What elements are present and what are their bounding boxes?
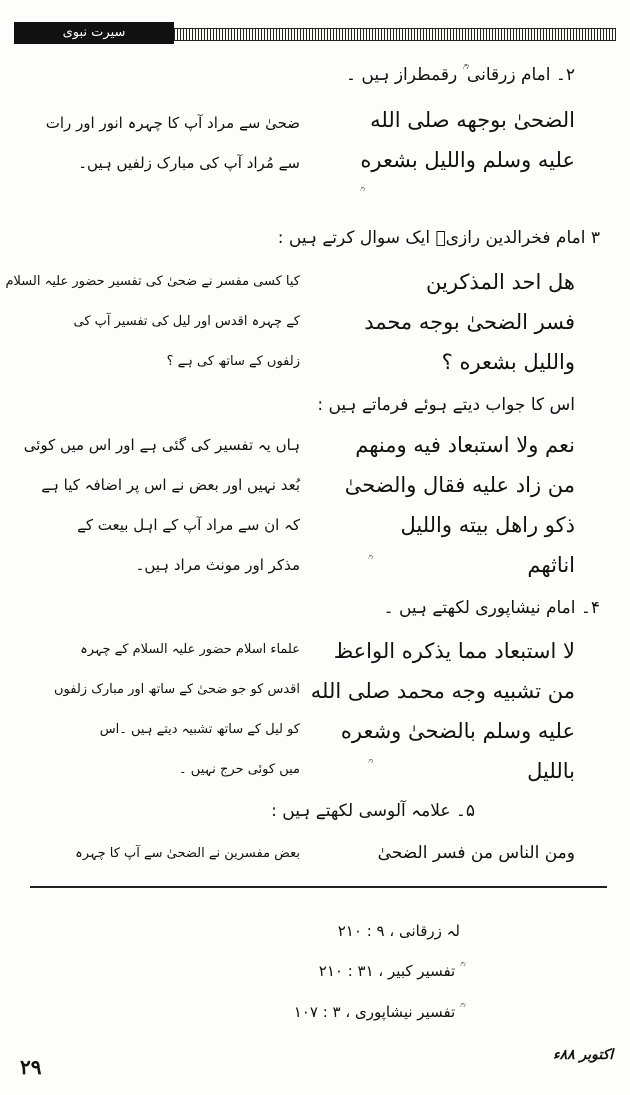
s4-arabic-line-4: باللیل (527, 759, 575, 783)
s3-urdu-line-1: کیا کسی مفسر نے ضحیٰ کی تفسیر حضور علیہ السلام (5, 274, 300, 289)
s3-answer-arabic-3: ذکو راهل بیته واللیل (400, 513, 575, 537)
s3-arabic-line-3: واللیل بشعره ؟ (441, 350, 575, 374)
footnote-1: لہ زرقانی ، ۹ : ۲۱۰ (337, 922, 460, 940)
s4-urdu-line-2: اقدس کو جو ضحیٰ کے ساتھ اور مبارک زلفوں (54, 682, 300, 697)
page-number: ۲۹ (20, 1055, 42, 1079)
s2-arabic-line-1: الضحیٰ بوجهه صلی الله (370, 108, 575, 132)
s4-arabic-line-1: لا استبعاد مما یذکره الواعظ (333, 639, 575, 663)
page-header (14, 22, 616, 44)
section-4-heading: ۴۔ امام نیشاپوری لکھتے ہیں ۔ (383, 598, 600, 618)
s3-urdu-line-2: کے چہرہ اقدس اور لیل کی تفسیر آپ کی (73, 314, 300, 329)
s3-answer-urdu-4: مذکر اور مونث مراد ہیں۔ (135, 556, 300, 574)
s4-urdu-line-4: میں کوئی حرج نہیں ۔ (179, 762, 300, 777)
s3-answer-heading: اس کا جواب دیتے ہوئے فرماتے ہیں : (317, 395, 575, 415)
issue-date: اکتوبر ۸۸ء (553, 1047, 614, 1063)
s3-arabic-line-1: هل احد المذکرین (426, 270, 575, 294)
s2-arabic-line-2: علیه وسلم واللیل بشعره (360, 148, 575, 172)
s5-arabic-line-1: ومن الناس من فسر الضحیٰ (377, 843, 575, 863)
s2-urdu-line-1: ضحیٰ سے مراد آپ کا چہرہ انور اور رات (45, 114, 300, 132)
s3-answer-urdu-3: کہ ان سے مراد آپ کے اہل بیعت کے (77, 516, 300, 534)
section-3-heading: ۳ امام فخرالدین رازیؒ ایک سوال کرتے ہیں : (277, 228, 600, 248)
footnote-2: ؒ تفسیر کبیر ، ۳۱ : ۲۱۰ (318, 962, 460, 980)
s3-answer-arabic-1: نعم ولا استبعاد فیه ومنهم (355, 433, 575, 457)
s3-urdu-line-3: زلفوں کے ساتھ کی ہے ؟ (166, 354, 300, 369)
footnote-divider (30, 886, 607, 888)
s4-arabic-line-3: علیه وسلم بالضحیٰ وشعره (340, 719, 575, 743)
s4-arabic-line-2: من تشبیه وجه محمد صلی الله (310, 679, 575, 703)
s3-answer-urdu-1: ہاں یہ تفسیر کی گئی ہے اور اس میں کوئی (23, 436, 300, 454)
s3-answer-urdu-2: بُعد نہیں اور بعض نے اس پر اضافہ کیا ہے (41, 476, 300, 494)
s3-answer-arabic-4: اناثهم (527, 553, 575, 577)
s4-urdu-line-3: کو لیل کے ساتھ تشبیہ دیتے ہیں ۔اس (99, 722, 300, 737)
s5-urdu-line-1: بعض مفسرین نے الضحیٰ سے آپ کا چہرہ (75, 846, 300, 861)
running-title: سیرت نبوی (14, 22, 174, 44)
s4-urdu-line-1: علماء اسلام حضور علیہ السلام کے چہرہ (80, 642, 300, 657)
footnote-3: ؒ تفسیر نیشاپوری ، ۳ : ۱۰۷ (293, 1003, 460, 1021)
s2-urdu-line-2: سے مُراد آپ کی مبارک زلفیں ہیں۔ (78, 154, 300, 172)
s3-answer-arabic-2: من زاد علیه فقال والضحیٰ (344, 473, 575, 497)
section-2-heading: ۲۔ امام زرقانی ؒ رقمطراز ہیں ۔ (346, 65, 575, 85)
s3-arabic-line-2: فسر الضحیٰ بوجه محمد (364, 310, 575, 334)
section-5-heading: ۵۔ علامہ آلوسی لکھتے ہیں : (271, 801, 475, 821)
